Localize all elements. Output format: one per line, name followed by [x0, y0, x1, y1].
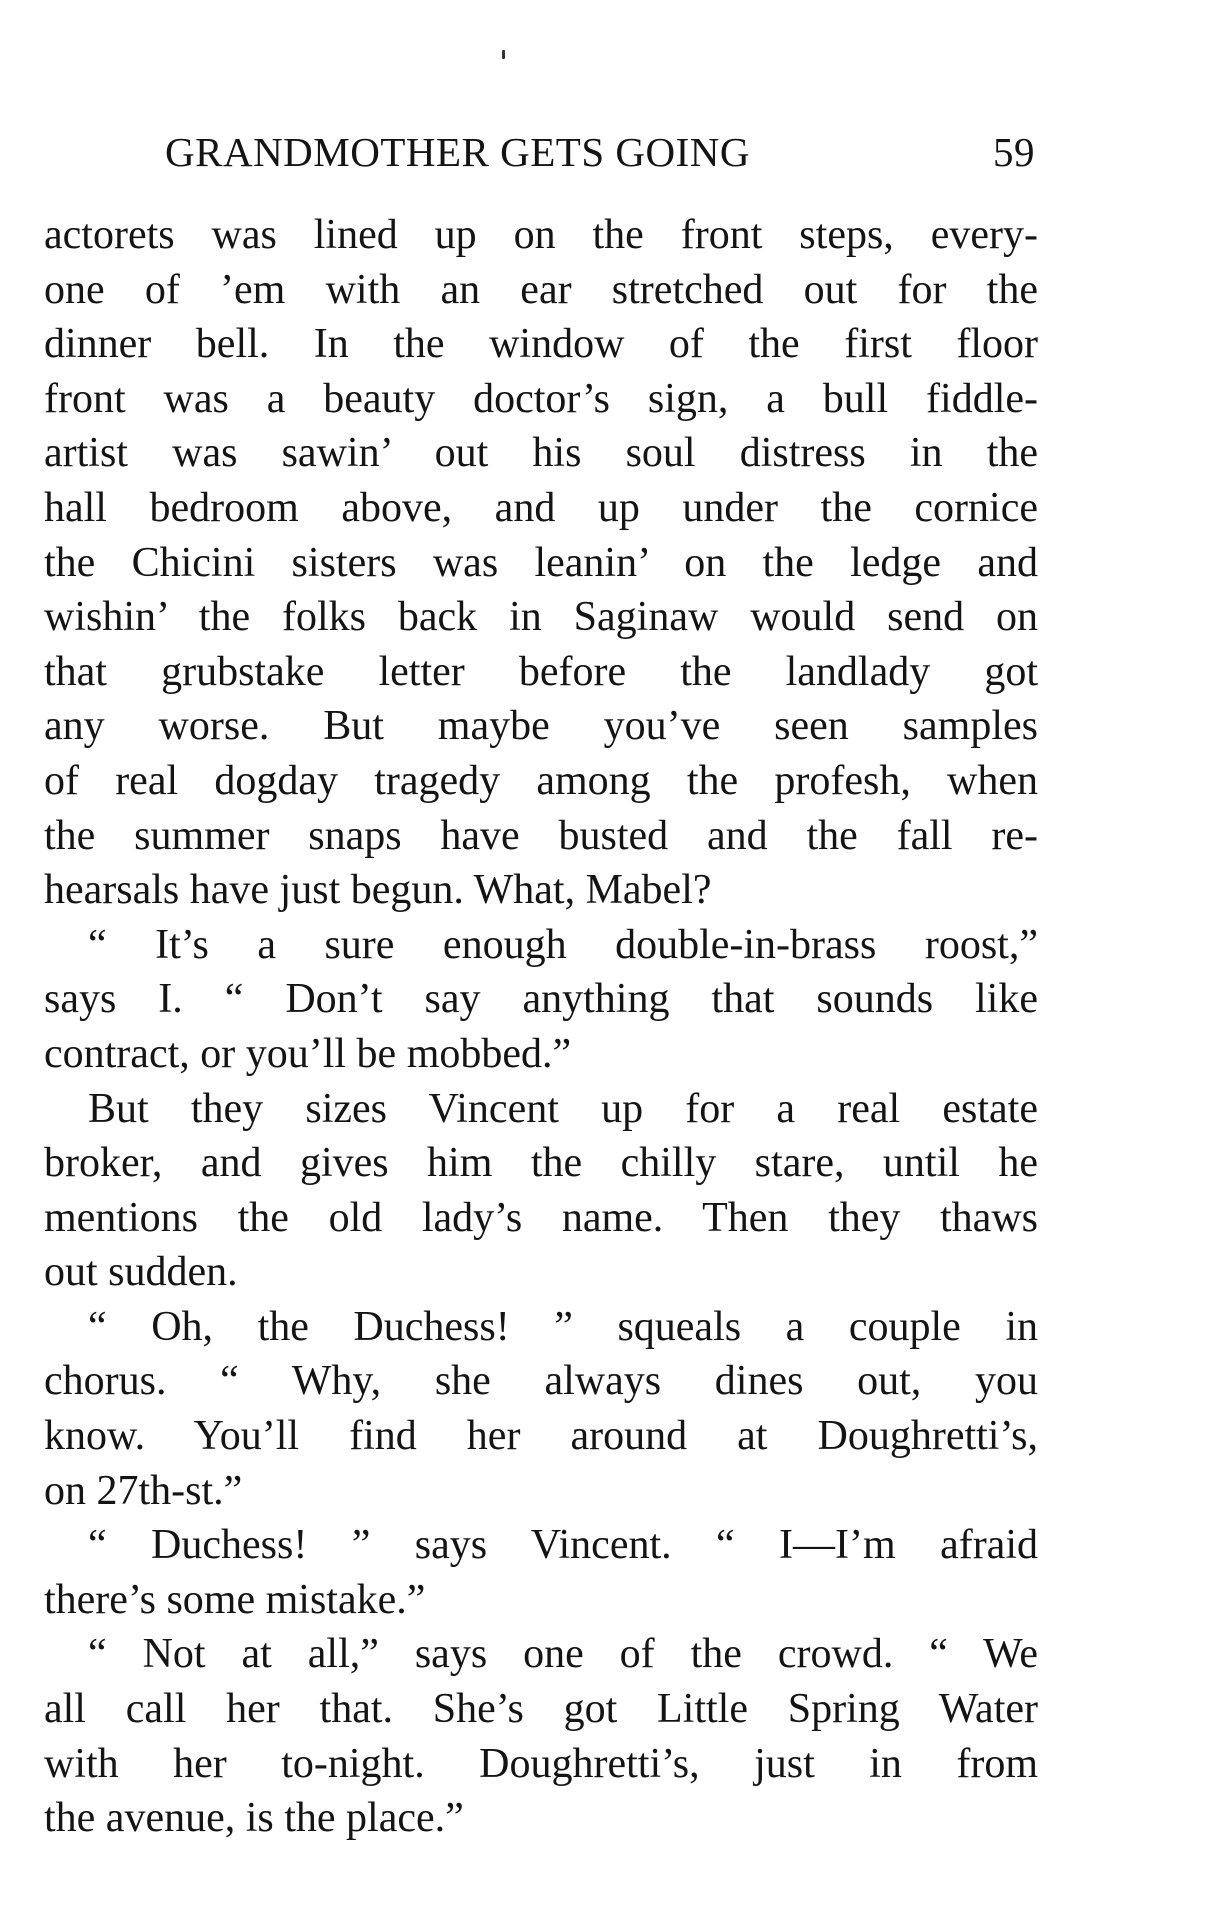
text-line: actorets was lined up on the front steps, every-: [44, 212, 1038, 258]
text-line: the avenue, is the place.”: [44, 1795, 464, 1842]
text-line: chorus. “ Why, she always dines out, you: [44, 1358, 1038, 1405]
text-line: contract, or you’ll be mobbed.”: [44, 1030, 572, 1077]
text-line: the Chicini sisters was leanin’ on the ledge and: [44, 539, 1038, 586]
text-line: out sudden.: [44, 1249, 238, 1296]
text-line: artist was sawin’ out his soul distress in the: [44, 430, 1038, 477]
text-line: dinner bell. In the window of the first floor: [44, 321, 1038, 368]
text-line: on 27th-st.”: [44, 1467, 243, 1514]
text-line: “ Duchess! ” says Vincent. “ I—I’m afraid: [88, 1522, 1038, 1569]
text-line: hearsals have just begun. What, Mabel?: [44, 867, 712, 914]
text-line: that grubstake letter before the landlady got: [44, 648, 1038, 695]
text-line: there’s some mistake.”: [44, 1576, 426, 1623]
text-line: hall bedroom above, and up under the cornice: [44, 484, 1038, 531]
text-line: know. You’ll find her around at Doughretti’s,: [44, 1413, 1038, 1460]
text-line: says I. “ Don’t say anything that sounds like: [44, 976, 1038, 1023]
text-line: “ Not at all,” says one of the crowd. “ We: [88, 1631, 1038, 1678]
text-line: with her to-night. Doughretti’s, just in from: [44, 1740, 1038, 1787]
text-line: But they sizes Vincent up for a real estate: [88, 1085, 1038, 1132]
page-header: [165, 128, 1035, 178]
text-line: broker, and gives him the chilly stare, until he: [44, 1140, 1038, 1187]
running-title: GRANDMOTHER GETS GOING: [165, 129, 750, 175]
text-line: “ Oh, the Duchess! ” squeals a couple in: [88, 1303, 1038, 1350]
text-line: wishin’ the folks back in Saginaw would send on: [44, 594, 1038, 641]
text-line: any worse. But maybe you’ve seen samples: [44, 703, 1038, 750]
text-line: all call her that. She’s got Little Spring Water: [44, 1686, 1038, 1733]
body-text: [44, 208, 1038, 1846]
text-line: of real dogday tragedy among the profesh, when: [44, 757, 1038, 804]
text-line: “ It’s a sure enough double-in-brass roost,”: [88, 921, 1038, 968]
text-line: the summer snaps have busted and the fall re-: [44, 812, 1038, 859]
text-line: mentions the old lady’s name. Then they thaws: [44, 1194, 1038, 1241]
ink-speck: [502, 50, 505, 59]
text-line: front was a beauty doctor’s sign, a bull fiddle-: [44, 375, 1038, 422]
page-number: 59: [993, 129, 1035, 175]
text-line: one of ’em with an ear stretched out for the: [44, 266, 1038, 313]
